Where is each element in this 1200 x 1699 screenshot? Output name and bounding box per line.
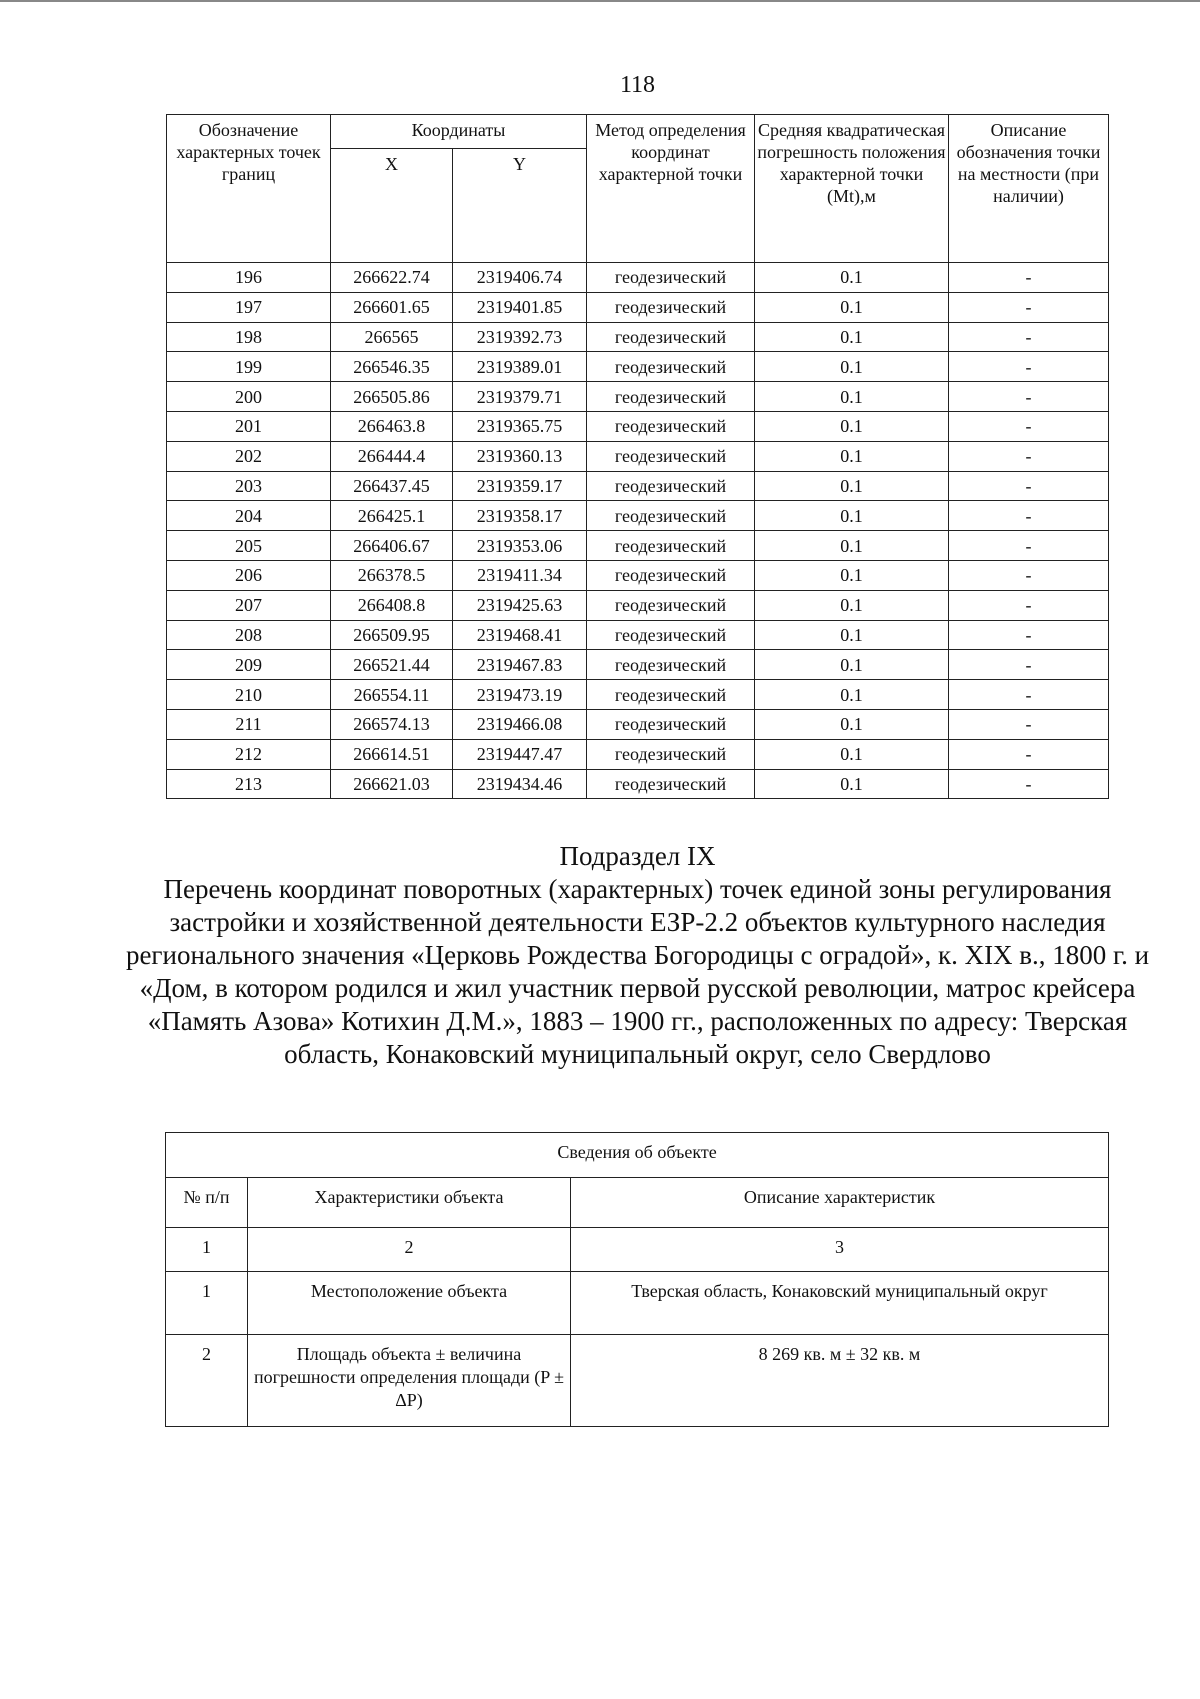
cell-description: - (949, 590, 1109, 620)
table-row (167, 501, 1109, 531)
cell-point: 206 (167, 560, 331, 590)
table-row (167, 263, 1109, 293)
info-row-num: 1 (166, 1272, 248, 1335)
cell-x: 266509.95 (331, 620, 453, 650)
cell-method: геодезический (587, 322, 755, 352)
cell-error: 0.1 (755, 680, 949, 710)
cell-description: - (949, 382, 1109, 412)
info-index-characteristic: 2 (248, 1228, 571, 1272)
cell-error: 0.1 (755, 322, 949, 352)
cell-description: - (949, 680, 1109, 710)
table-row (167, 680, 1109, 710)
cell-description: - (949, 292, 1109, 322)
page-number: 118 (619, 72, 656, 98)
cell-x: 266378.5 (331, 560, 453, 590)
table-row (167, 590, 1109, 620)
cell-y: 2319401.85 (453, 292, 587, 322)
coordinates-table-body (167, 263, 1109, 799)
table-row (167, 322, 1109, 352)
cell-y: 2319473.19 (453, 680, 587, 710)
cell-y: 2319358.17 (453, 501, 587, 531)
cell-y: 2319411.34 (453, 560, 587, 590)
cell-error: 0.1 (755, 560, 949, 590)
cell-description: - (949, 739, 1109, 769)
cell-x: 266565 (331, 322, 453, 352)
cell-method: геодезический (587, 650, 755, 680)
table-row (167, 620, 1109, 650)
cell-error: 0.1 (755, 769, 949, 799)
cell-method: геодезический (587, 739, 755, 769)
cell-description: - (949, 501, 1109, 531)
cell-y: 2319389.01 (453, 352, 587, 382)
cell-point: 201 (167, 411, 331, 441)
cell-error: 0.1 (755, 292, 949, 322)
cell-y: 2319425.63 (453, 590, 587, 620)
section-heading: Перечень координат поворотных (характерных) точек единой зоны регулирования застройки и хозяйственной деятельности ЕЗР-2.2 объектов культурного наследия регионального значения «Церковь Рождества Богородицы с оградой», к. XIX в., 1800 г. и «Дом, в котором родился и жил участник первой русской революции, матрос крейсера «Память Азова» Котихин Д.М.», 1883 – 1900 гг., расположенных по адресу: Тверская область, Конаковский муниципальный округ, село Свердлово (125, 874, 1150, 1069)
cell-point: 213 (167, 769, 331, 799)
scan-edge (0, 0, 1200, 2)
cell-method: геодезический (587, 560, 755, 590)
info-row-characteristic: Местоположение объекта (248, 1272, 571, 1335)
cell-error: 0.1 (755, 263, 949, 293)
cell-x: 266406.67 (331, 531, 453, 561)
cell-description: - (949, 322, 1109, 352)
cell-error: 0.1 (755, 650, 949, 680)
cell-error: 0.1 (755, 501, 949, 531)
table-row (167, 292, 1109, 322)
cell-x: 266601.65 (331, 292, 453, 322)
table-row (167, 709, 1109, 739)
cell-point: 209 (167, 650, 331, 680)
cell-description: - (949, 531, 1109, 561)
table-row (167, 411, 1109, 441)
cell-x: 266444.4 (331, 441, 453, 471)
table-row (167, 650, 1109, 680)
cell-point: 199 (167, 352, 331, 382)
cell-error: 0.1 (755, 411, 949, 441)
info-row (166, 1272, 1109, 1335)
header-error: Средняя квадратическая погрешность положения характерной точки (Mt),м (755, 115, 949, 263)
info-header-num: № п/п (166, 1178, 248, 1228)
cell-x: 266546.35 (331, 352, 453, 382)
table-row (167, 471, 1109, 501)
cell-y: 2319392.73 (453, 322, 587, 352)
cell-description: - (949, 769, 1109, 799)
cell-x: 266554.11 (331, 680, 453, 710)
cell-error: 0.1 (755, 531, 949, 561)
cell-point: 204 (167, 501, 331, 531)
cell-y: 2319434.46 (453, 769, 587, 799)
header-coordinates: Координаты (331, 115, 587, 149)
cell-x: 266505.86 (331, 382, 453, 412)
cell-description: - (949, 560, 1109, 590)
info-header-description: Описание характеристик (571, 1178, 1109, 1228)
table-row (167, 531, 1109, 561)
cell-point: 198 (167, 322, 331, 352)
cell-description: - (949, 263, 1109, 293)
cell-x: 266425.1 (331, 501, 453, 531)
header-x: X (331, 149, 453, 263)
info-row-description: Тверская область, Конаковский муниципальный округ (571, 1272, 1109, 1335)
section-heading-block (120, 840, 1155, 1071)
cell-method: геодезический (587, 471, 755, 501)
cell-point: 210 (167, 680, 331, 710)
cell-y: 2319359.17 (453, 471, 587, 501)
cell-method: геодезический (587, 531, 755, 561)
cell-method: геодезический (587, 709, 755, 739)
cell-method: геодезический (587, 501, 755, 531)
cell-point: 202 (167, 441, 331, 471)
cell-point: 208 (167, 620, 331, 650)
cell-method: геодезический (587, 411, 755, 441)
cell-method: геодезический (587, 352, 755, 382)
cell-method: геодезический (587, 680, 755, 710)
cell-y: 2319467.83 (453, 650, 587, 680)
info-index-description: 3 (571, 1228, 1109, 1272)
cell-x: 266521.44 (331, 650, 453, 680)
cell-point: 211 (167, 709, 331, 739)
cell-method: геодезический (587, 263, 755, 293)
table-row (167, 352, 1109, 382)
cell-y: 2319406.74 (453, 263, 587, 293)
cell-point: 203 (167, 471, 331, 501)
header-method: Метод определения координат характерной точки (587, 115, 755, 263)
cell-point: 212 (167, 739, 331, 769)
table-row (167, 769, 1109, 799)
cell-description: - (949, 441, 1109, 471)
cell-method: геодезический (587, 590, 755, 620)
info-header-characteristic: Характеристики объекта (248, 1178, 571, 1228)
cell-description: - (949, 650, 1109, 680)
cell-error: 0.1 (755, 739, 949, 769)
cell-error: 0.1 (755, 382, 949, 412)
info-row (166, 1335, 1109, 1427)
coordinates-table (166, 114, 1109, 799)
cell-x: 266437.45 (331, 471, 453, 501)
cell-y: 2319353.06 (453, 531, 587, 561)
cell-x: 266622.74 (331, 263, 453, 293)
cell-x: 266621.03 (331, 769, 453, 799)
cell-method: геодезический (587, 292, 755, 322)
cell-point: 200 (167, 382, 331, 412)
cell-error: 0.1 (755, 471, 949, 501)
cell-error: 0.1 (755, 620, 949, 650)
cell-method: геодезический (587, 620, 755, 650)
table-row (167, 441, 1109, 471)
info-index-num: 1 (166, 1228, 248, 1272)
cell-x: 266614.51 (331, 739, 453, 769)
cell-point: 196 (167, 263, 331, 293)
cell-x: 266574.13 (331, 709, 453, 739)
cell-description: - (949, 471, 1109, 501)
cell-y: 2319466.08 (453, 709, 587, 739)
table-row (167, 739, 1109, 769)
cell-method: геодезический (587, 769, 755, 799)
info-row-characteristic: Площадь объекта ± величина погрешности определения площади (P ± ΔP) (248, 1335, 571, 1427)
cell-error: 0.1 (755, 352, 949, 382)
section-subtitle: Подраздел IX (559, 841, 716, 871)
info-row-num: 2 (166, 1335, 248, 1427)
table-row (167, 560, 1109, 590)
cell-point: 205 (167, 531, 331, 561)
cell-description: - (949, 620, 1109, 650)
header-description: Описание обозначения точки на местности (при наличии) (949, 115, 1109, 263)
cell-x: 266463.8 (331, 411, 453, 441)
object-info-table (165, 1132, 1109, 1427)
cell-y: 2319447.47 (453, 739, 587, 769)
header-point: Обозначение характерных точек границ (167, 115, 331, 263)
cell-error: 0.1 (755, 441, 949, 471)
cell-y: 2319468.41 (453, 620, 587, 650)
cell-y: 2319360.13 (453, 441, 587, 471)
cell-point: 197 (167, 292, 331, 322)
cell-method: геодезический (587, 382, 755, 412)
header-y: Y (453, 149, 587, 263)
cell-error: 0.1 (755, 590, 949, 620)
cell-method: геодезический (587, 441, 755, 471)
cell-x: 266408.8 (331, 590, 453, 620)
cell-y: 2319379.71 (453, 382, 587, 412)
info-title: Сведения об объекте (166, 1133, 1109, 1178)
cell-description: - (949, 709, 1109, 739)
cell-description: - (949, 352, 1109, 382)
cell-description: - (949, 411, 1109, 441)
cell-error: 0.1 (755, 709, 949, 739)
table-row (167, 382, 1109, 412)
info-row-description: 8 269 кв. м ± 32 кв. м (571, 1335, 1109, 1427)
cell-point: 207 (167, 590, 331, 620)
cell-y: 2319365.75 (453, 411, 587, 441)
